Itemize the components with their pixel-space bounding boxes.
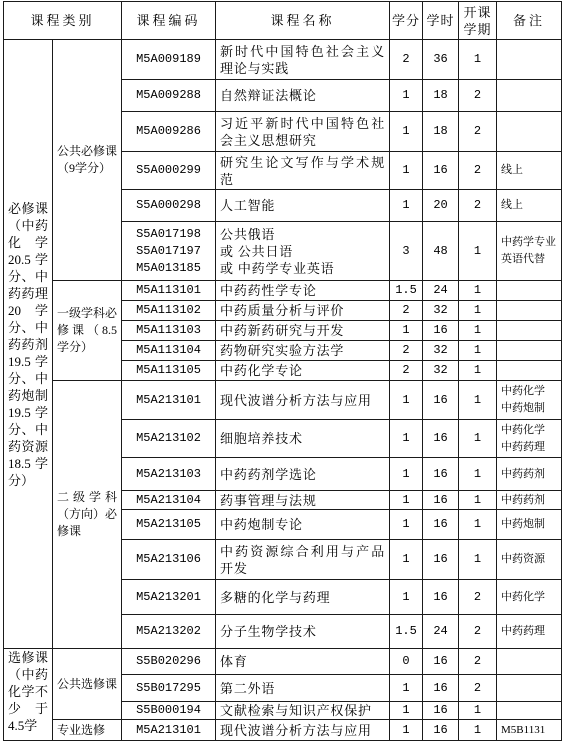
credits-cell: 1 — [390, 458, 423, 491]
hours-cell: 18 — [423, 80, 459, 112]
remark-cell: 中药药剂 — [497, 491, 562, 510]
course-row — [4, 649, 562, 675]
course-code-cell: S5A000299 — [122, 152, 216, 190]
remark-cell — [497, 40, 562, 80]
remark-cell — [497, 381, 562, 420]
course-name-cell: 新时代中国特色社会主义理论与实践 — [216, 40, 390, 80]
course-name-cell: 分子生物学技术 — [216, 615, 390, 649]
credits-cell: 2 — [390, 301, 423, 321]
course-code-cell: M5A213101 — [122, 381, 216, 420]
remark-cell — [497, 301, 562, 321]
course-code-cell: M5A009286 — [122, 112, 216, 152]
hours-cell: 32 — [423, 301, 459, 321]
semester-cell: 1 — [459, 341, 497, 361]
header-remark: 备注 — [497, 2, 562, 40]
course-code-cell: M5A009189 — [122, 40, 216, 80]
table-body — [4, 40, 562, 741]
header-code: 课程编码 — [122, 2, 216, 40]
credits-cell: 1 — [390, 80, 423, 112]
remark-cell — [497, 675, 562, 702]
remark-cell — [497, 649, 562, 675]
course-name-cell: 药物研究实验方法学 — [216, 341, 390, 361]
course-name-cell: 中药药性学专论 — [216, 281, 390, 301]
course-name-cell: 习近平新时代中国特色社会主义思想研究 — [216, 112, 390, 152]
credits-cell: 1 — [390, 540, 423, 580]
hours-cell: 24 — [423, 281, 459, 301]
remark-cell — [497, 420, 562, 458]
hours-cell: 16 — [423, 649, 459, 675]
hours-cell: 48 — [423, 222, 459, 281]
semester-cell: 1 — [459, 702, 497, 720]
semester-cell: 1 — [459, 458, 497, 491]
hours-cell: 32 — [423, 361, 459, 381]
credits-cell: 1 — [390, 510, 423, 540]
remark-cell: 中药药理 — [497, 615, 562, 649]
course-code-cell: M5A213105 — [122, 510, 216, 540]
semester-cell: 2 — [459, 649, 497, 675]
credits-cell: 1 — [390, 112, 423, 152]
subcategory-cell: 公共必修课（9学分） — [53, 40, 122, 281]
credits-cell: 2 — [390, 341, 423, 361]
semester-cell: 1 — [459, 720, 497, 741]
semester-cell: 1 — [459, 361, 497, 381]
course-code-cell: M5A213101 — [122, 720, 216, 741]
hours-cell: 36 — [423, 40, 459, 80]
header-semester: 开课学期 — [459, 2, 497, 40]
semester-cell: 2 — [459, 152, 497, 190]
table-header — [4, 2, 562, 40]
course-code-line: M5A013185 — [136, 260, 201, 275]
remark-cell: 中药资源 — [497, 540, 562, 580]
remark-cell — [497, 80, 562, 112]
course-code-cell: S5B000194 — [122, 702, 216, 720]
header-name: 课程名称 — [216, 2, 390, 40]
credits-cell: 2 — [390, 40, 423, 80]
remark-cell — [497, 321, 562, 341]
hours-cell: 16 — [423, 675, 459, 702]
semester-cell: 1 — [459, 40, 497, 80]
course-code-cell: M5A113102 — [122, 301, 216, 321]
course-row — [4, 381, 562, 420]
course-code-cell: M5A113104 — [122, 341, 216, 361]
remark-cell — [497, 112, 562, 152]
course-code-cell: M5A009288 — [122, 80, 216, 112]
course-name-cell: 第二外语 — [216, 675, 390, 702]
semester-cell: 1 — [459, 540, 497, 580]
course-name-cell: 中药资源综合利用与产品开发 — [216, 540, 390, 580]
credits-cell: 3 — [390, 222, 423, 281]
course-name-cell: 体育 — [216, 649, 390, 675]
remark-cell: 中药药剂 — [497, 458, 562, 491]
header-row — [4, 2, 562, 40]
course-name-cell: 中药质量分析与评价 — [216, 301, 390, 321]
remark-cell: 线上 — [497, 190, 562, 222]
category-cell: 选修课（中药化学不少于4.5学 — [4, 649, 53, 741]
semester-cell: 1 — [459, 510, 497, 540]
remark-line: 中药炮制 — [501, 402, 546, 414]
course-code-cell: M5A213104 — [122, 491, 216, 510]
course-name-cell: 文献检索与知识产权保护 — [216, 702, 390, 720]
course-row — [4, 281, 562, 301]
course-name-cell: 中药炮制专论 — [216, 510, 390, 540]
remark-cell — [497, 281, 562, 301]
hours-cell: 24 — [423, 615, 459, 649]
course-row — [4, 40, 562, 80]
semester-cell: 2 — [459, 580, 497, 615]
course-code-cell — [122, 222, 216, 281]
course-code-cell: M5A213102 — [122, 420, 216, 458]
course-name-cell: 中药化学专论 — [216, 361, 390, 381]
hours-cell: 18 — [423, 112, 459, 152]
hours-cell: 16 — [423, 540, 459, 580]
credits-cell: 1 — [390, 675, 423, 702]
semester-cell: 2 — [459, 675, 497, 702]
credits-cell: 1.5 — [390, 615, 423, 649]
remark-cell: 中药学专业英语代替 — [497, 222, 562, 281]
subcategory-cell: 公共选修课 — [53, 649, 122, 720]
curriculum-table — [3, 1, 562, 741]
course-code-line: S5A017197 — [136, 243, 201, 258]
header-category: 课程类别 — [4, 2, 122, 40]
course-name-cell: 研究生论文写作与学术规范 — [216, 152, 390, 190]
credits-cell: 1 — [390, 720, 423, 741]
hours-cell: 20 — [423, 190, 459, 222]
remark-cell — [497, 361, 562, 381]
course-name-cell: 细胞培养技术 — [216, 420, 390, 458]
course-code-cell: M5A213202 — [122, 615, 216, 649]
credits-cell: 2 — [390, 361, 423, 381]
course-name-cell — [216, 222, 390, 281]
course-code-cell: M5A213103 — [122, 458, 216, 491]
credits-cell: 0 — [390, 649, 423, 675]
hours-cell: 16 — [423, 491, 459, 510]
semester-cell: 1 — [459, 420, 497, 458]
semester-cell: 2 — [459, 112, 497, 152]
credits-cell: 1 — [390, 190, 423, 222]
hours-cell: 16 — [423, 321, 459, 341]
course-code-cell: M5A213201 — [122, 580, 216, 615]
category-cell: 必修课（中药化学20.5学分、中药药理20学分、中药药剂19.5学分、中药炮制19.5学分、中药资源18.5学分） — [4, 40, 53, 649]
course-code-cell: M5A113103 — [122, 321, 216, 341]
credits-cell: 1 — [390, 580, 423, 615]
course-name-cell: 多糖的化学与药理 — [216, 580, 390, 615]
subcategory-cell: 二级学科（方向）必修课 — [53, 381, 122, 649]
header-credits: 学分 — [390, 2, 423, 40]
remark-line: 中药药理 — [501, 440, 546, 453]
course-code-line: S5A017198 — [136, 226, 201, 241]
remark-cell: 中药化学 — [497, 580, 562, 615]
hours-cell: 32 — [423, 341, 459, 361]
header-hours: 学时 — [423, 2, 459, 40]
credits-cell: 1 — [390, 702, 423, 720]
curriculum-sheet — [3, 1, 561, 741]
course-code-cell: M5A213106 — [122, 540, 216, 580]
hours-cell: 16 — [423, 420, 459, 458]
course-code-cell: S5B020296 — [122, 649, 216, 675]
hours-cell: 16 — [423, 381, 459, 420]
course-name-cell: 现代波谱分析方法与应用 — [216, 720, 390, 741]
credits-cell: 1 — [390, 321, 423, 341]
course-name-cell: 药事管理与法规 — [216, 491, 390, 510]
credits-cell: 1 — [390, 381, 423, 420]
course-name-line: 或 公共日语 — [220, 243, 294, 259]
remark-cell: M5B1131 — [497, 720, 562, 741]
remark-cell: 线上 — [497, 152, 562, 190]
hours-cell: 16 — [423, 702, 459, 720]
semester-cell: 2 — [459, 80, 497, 112]
hours-cell: 16 — [423, 458, 459, 491]
semester-cell: 1 — [459, 381, 497, 420]
course-name-line: 或 中药学专业英语 — [220, 260, 335, 276]
course-code-cell: M5A113101 — [122, 281, 216, 301]
hours-cell: 16 — [423, 152, 459, 190]
credits-cell: 1 — [390, 491, 423, 510]
semester-cell: 1 — [459, 222, 497, 281]
course-code-cell: S5A000298 — [122, 190, 216, 222]
course-row — [4, 720, 562, 741]
subcategory-cell: 一级学科必修课（8.5学分） — [53, 281, 122, 381]
remark-line: 中药化学 — [501, 385, 546, 397]
remark-cell — [497, 341, 562, 361]
course-name-cell: 人工智能 — [216, 190, 390, 222]
credits-cell: 1 — [390, 420, 423, 458]
semester-cell: 2 — [459, 615, 497, 649]
remark-cell — [497, 702, 562, 720]
credits-cell: 1 — [390, 152, 423, 190]
semester-cell: 1 — [459, 491, 497, 510]
course-code-cell: S5B017295 — [122, 675, 216, 702]
course-name-line: 公共俄语 — [220, 226, 276, 242]
subcategory-cell: 专业选修 — [53, 720, 122, 741]
semester-cell: 1 — [459, 301, 497, 321]
course-code-cell: M5A113105 — [122, 361, 216, 381]
course-name-cell: 自然辩证法概论 — [216, 80, 390, 112]
course-name-cell: 现代波谱分析方法与应用 — [216, 381, 390, 420]
credits-cell: 1.5 — [390, 281, 423, 301]
remark-line: 中药化学 — [501, 423, 546, 436]
hours-cell: 16 — [423, 720, 459, 741]
semester-cell: 1 — [459, 321, 497, 341]
semester-cell: 1 — [459, 281, 497, 301]
hours-cell: 16 — [423, 510, 459, 540]
remark-cell: 中药炮制 — [497, 510, 562, 540]
hours-cell: 16 — [423, 580, 459, 615]
semester-cell: 2 — [459, 190, 497, 222]
course-name-cell: 中药新药研究与开发 — [216, 321, 390, 341]
course-name-cell: 中药药剂学选论 — [216, 458, 390, 491]
